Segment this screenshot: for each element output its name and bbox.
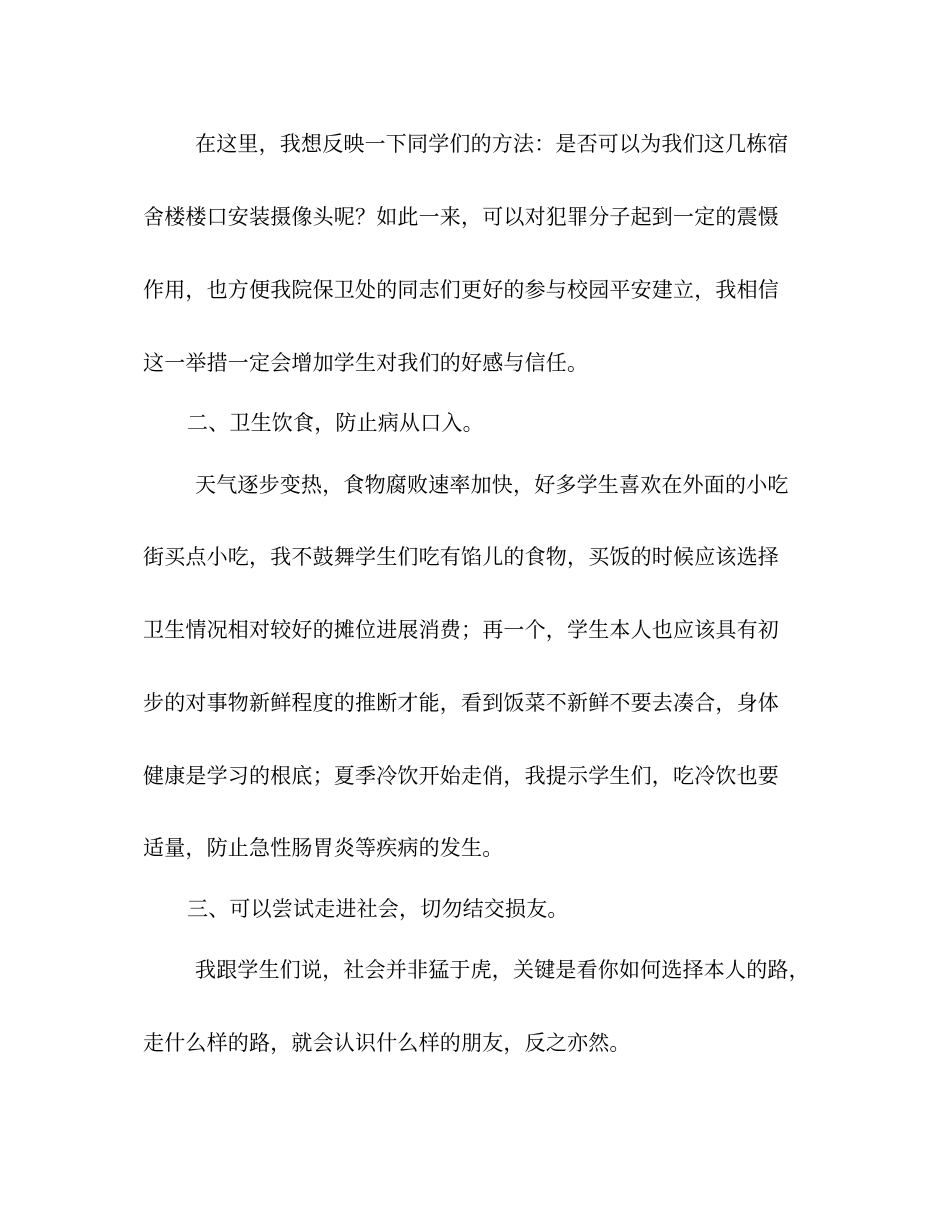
paragraph-line: 走什么样的路，就会认识什么样的朋友，反之亦然。 — [143, 1031, 631, 1055]
paragraph-line: 卫生情况相对较好的摊位进展消费；再一个，学生本人也应该具有初 — [143, 618, 779, 642]
paragraph-line: 作用，也方便我院保卫处的同志们更好的参与校园平安建立，我相信 — [143, 278, 779, 302]
paragraph-line: 天气逐步变热，食物腐败速率加快，好多学生喜欢在外面的小吃 — [195, 473, 789, 497]
section-heading: 三、可以尝试走进社会，切勿结交损友。 — [187, 897, 569, 921]
section-heading: 二、卫生饮食，防止病从口入。 — [187, 411, 484, 435]
paragraph-line: 舍楼楼口安装摄像头呢？如此一来，可以对犯罪分子起到一定的震慑 — [143, 205, 779, 229]
paragraph-line: 街买点小吃，我不鼓舞学生们吃有馅儿的食物，买饭的时候应该选择 — [143, 545, 779, 569]
paragraph-line: 这一举措一定会增加学生对我们的好感与信任。 — [143, 351, 589, 375]
paragraph-line: 健康是学习的根底；夏季冷饮开始走俏，我提示学生们，吃冷饮也要 — [143, 764, 779, 788]
paragraph-line: 在这里，我想反映一下同学们的方法：是否可以为我们这几栋宿 — [195, 132, 789, 156]
paragraph-line: 我跟学生们说，社会并非猛于虎，关键是看你如何选择本人的路， — [195, 958, 810, 982]
paragraph-line: 步的对事物新鲜程度的推断才能，看到饭菜不新鲜不要去凑合，身体 — [143, 691, 779, 715]
paragraph-line: 适量，防止急性肠胃炎等疾病的发生。 — [143, 836, 504, 860]
